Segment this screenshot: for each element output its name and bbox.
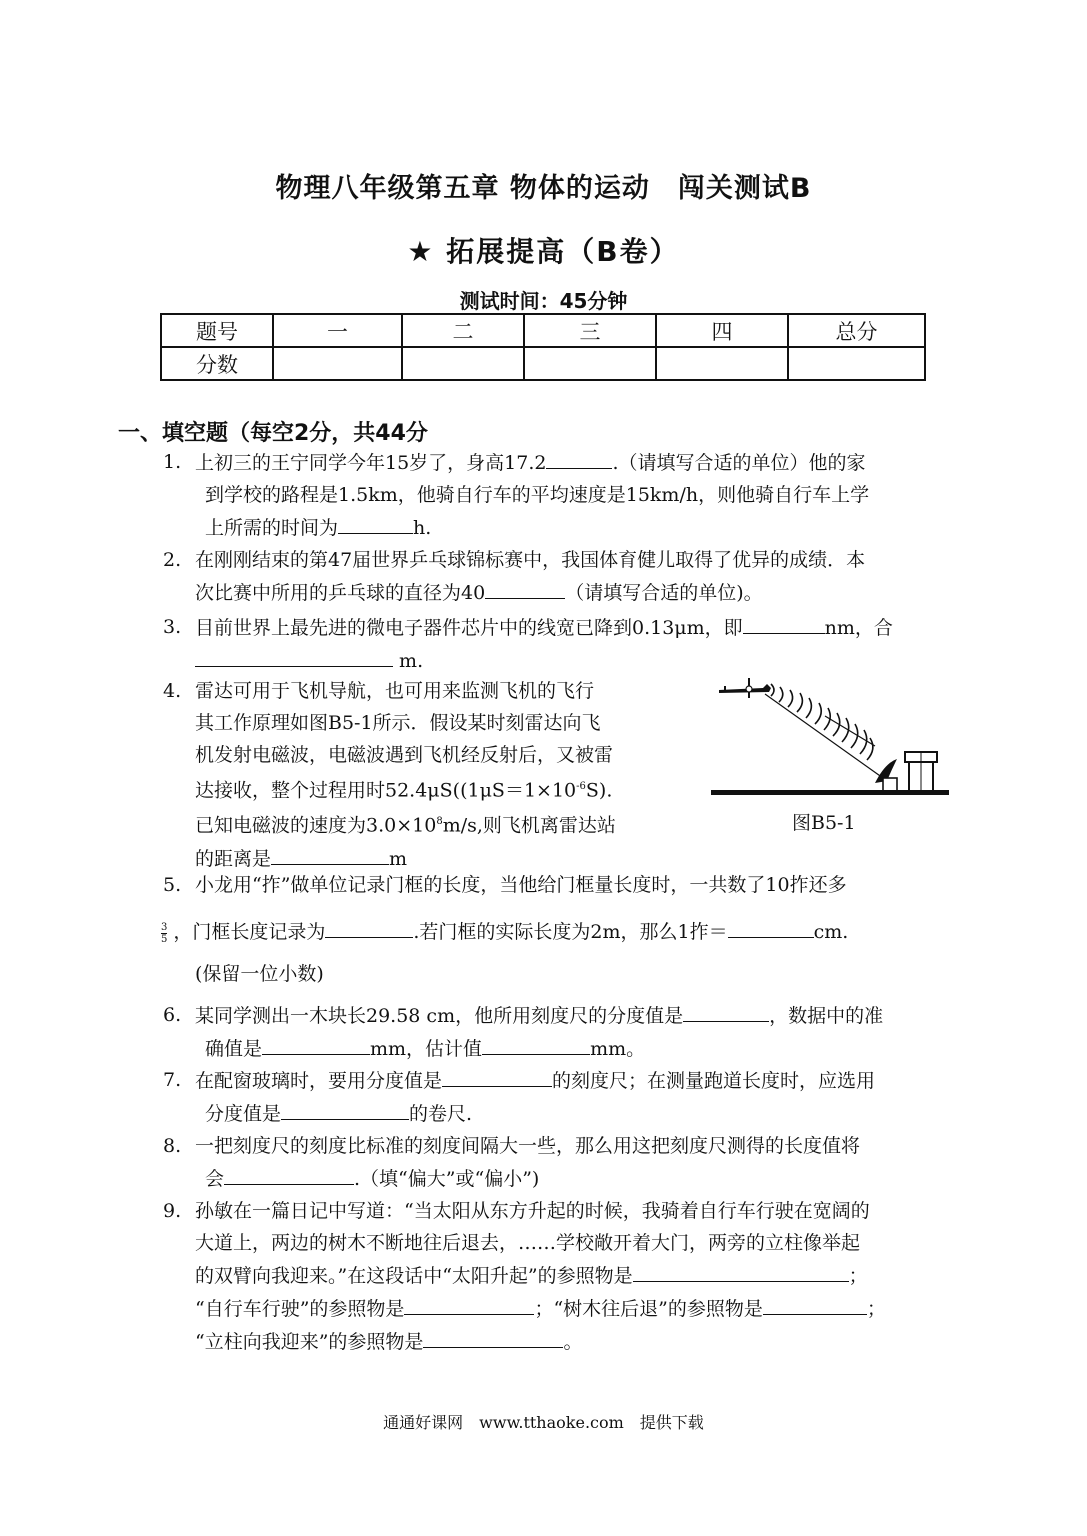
page-title: 物理八年级第五章 物体的运动 闯关测试B xyxy=(275,173,812,204)
question-text: h. xyxy=(413,517,432,539)
score-header-cell: 四 xyxy=(656,314,788,347)
page-footer: 通通好课网 www.tthaoke.com 提供下载 xyxy=(383,1413,704,1432)
radar-dish-icon xyxy=(875,759,897,792)
question-text: 小龙用“拃”做单位记录门框的长度，当他给门框量长度时，一共数了10拃还多 xyxy=(195,874,847,896)
question-8 xyxy=(163,1130,973,1195)
question-number: 2. xyxy=(163,549,182,571)
beam-line xyxy=(765,694,883,778)
question-text: 一把刻度尺的刻度比标准的刻度间隔大一些，那么用这把刻度尺测得的长度值将 xyxy=(195,1135,861,1157)
question-text: 会 xyxy=(205,1168,225,1190)
question-text: ，门框长度记录为 xyxy=(173,921,326,943)
question-text: S). xyxy=(585,779,613,802)
question-text: 确值是 xyxy=(205,1038,263,1060)
question-text: mm。 xyxy=(590,1038,646,1060)
answer-blank[interactable] xyxy=(338,511,413,534)
question-number: 4. xyxy=(163,680,182,702)
score-header-cell: 总分 xyxy=(788,314,925,347)
answer-blank[interactable] xyxy=(482,1032,590,1055)
question-text: ； xyxy=(866,1298,886,1320)
question-text: 已知电磁波的速度为3.0×10 xyxy=(195,814,437,837)
score-cell[interactable] xyxy=(656,347,788,380)
score-cell[interactable] xyxy=(788,347,925,380)
score-row-label: 分数 xyxy=(161,347,273,380)
question-text: 的卷尺. xyxy=(409,1103,473,1125)
question-text: m xyxy=(389,847,408,870)
question-text: 的刻度尺；在测量跑道长度时，应选用 xyxy=(552,1070,876,1092)
score-table xyxy=(160,313,926,381)
radar-station-icon xyxy=(905,752,937,792)
answer-blank[interactable] xyxy=(262,1032,370,1055)
page-subtitle: ★ 拓展提高（B卷） xyxy=(407,235,680,268)
question-text: (保留一位小数) xyxy=(195,963,324,985)
question-5 xyxy=(163,869,973,990)
question-text: m. xyxy=(399,650,424,672)
score-header-cell: 二 xyxy=(402,314,524,347)
question-6 xyxy=(163,999,973,1065)
answer-blank[interactable] xyxy=(325,915,413,938)
score-table-header-row xyxy=(161,314,925,347)
score-cell[interactable] xyxy=(524,347,656,380)
question-text: mm，估计值 xyxy=(370,1038,483,1060)
question-number: 3. xyxy=(163,616,182,638)
question-text: m/s,则飞机离雷达站 xyxy=(442,814,616,837)
score-header-cell: 题号 xyxy=(161,314,273,347)
answer-blank[interactable] xyxy=(683,999,769,1022)
question-text: 到学校的路程是1.5km，他骑自行车的平均速度是15km/h，则他骑自行车上学 xyxy=(205,484,870,506)
question-text: cm. xyxy=(813,921,849,943)
question-text: 在配窗玻璃时，要用分度值是 xyxy=(195,1070,443,1092)
question-number: 9. xyxy=(163,1200,182,1222)
question-text: 雷达可用于飞机导航，也可用来监测飞机的飞行 xyxy=(195,680,595,702)
answer-blank[interactable] xyxy=(728,915,814,938)
question-text: 上所需的时间为 xyxy=(205,517,339,539)
ground-line xyxy=(711,790,949,795)
question-text: 孙敏在一篇日记中写道：“当太阳从东方升起的时候，我骑着自行车行驶在宽阔的 xyxy=(195,1200,870,1222)
question-number: 1. xyxy=(163,451,182,473)
answer-blank[interactable] xyxy=(485,576,565,599)
question-text: 达接收，整个过程用时52.4μS((1μS＝1×10 xyxy=(195,779,577,802)
question-text: 的双臂向我迎来。”在这段话中“太阳升起”的参照物是 xyxy=(195,1265,633,1287)
question-text: 上初三的王宁同学今年15岁了，身高17.2 xyxy=(195,452,547,474)
question-text: 大道上，两边的树木不断地往后退去，……学校敞开着大门，两旁的立柱像举起 xyxy=(195,1232,861,1254)
question-text: ；“树木往后退”的参照物是 xyxy=(534,1298,763,1320)
question-text: （请填写合适的单位)。 xyxy=(565,582,763,604)
answer-blank[interactable] xyxy=(195,644,393,667)
question-text: 在刚刚结束的第47届世界乒乓球锦标赛中，我国体育健儿取得了优异的成绩．本 xyxy=(195,549,866,571)
question-number: 7. xyxy=(163,1069,182,1091)
radar-figure xyxy=(705,668,955,808)
score-header-cell: 三 xyxy=(524,314,656,347)
question-text: 次比赛中所用的乒乓球的直径为40 xyxy=(195,582,486,604)
airplane-icon xyxy=(719,678,771,698)
question-4 xyxy=(163,675,693,875)
test-time: 测试时间：45分钟 xyxy=(459,289,628,313)
score-cell[interactable] xyxy=(402,347,524,380)
question-text: 机发射电磁波，电磁波遇到飞机经反射后，又被雷 xyxy=(195,744,614,766)
question-text: 分度值是 xyxy=(205,1103,282,1125)
answer-blank[interactable] xyxy=(281,1097,409,1120)
answer-blank[interactable] xyxy=(633,1259,849,1282)
question-number: 8. xyxy=(163,1135,182,1157)
question-text: .（填“偏大”或“偏小”) xyxy=(354,1168,540,1190)
question-number: 6. xyxy=(163,1004,182,1026)
question-text: 的距离是 xyxy=(195,847,272,870)
question-9 xyxy=(163,1195,973,1358)
answer-blank[interactable] xyxy=(442,1064,552,1087)
question-text: .（请填写合适的单位）他的家 xyxy=(612,452,866,474)
score-header-cell: 一 xyxy=(273,314,402,347)
question-text: ，数据中的准 xyxy=(769,1005,884,1027)
question-number: 5. xyxy=(163,874,182,896)
section-heading: 一、填空题（每空2分，共44分 xyxy=(118,421,428,446)
question-text: 。 xyxy=(563,1331,583,1353)
question-text: “自行车行驶”的参照物是 xyxy=(195,1298,405,1320)
question-1 xyxy=(163,446,973,544)
fraction-numerator: 3 xyxy=(161,921,168,933)
answer-blank[interactable] xyxy=(271,842,389,865)
question-text: 其工作原理如图B5-1所示．假设某时刻雷达向飞 xyxy=(195,712,601,734)
figure-caption: 图B5-1 xyxy=(792,812,856,834)
question-7 xyxy=(163,1064,973,1130)
question-text: 目前世界上最先进的微电子器件芯片中的线宽已降到0.13μm，即 xyxy=(195,617,743,639)
question-2 xyxy=(163,544,973,609)
score-table-score-row xyxy=(161,347,925,380)
answer-blank[interactable] xyxy=(763,1292,867,1315)
question-text: ； xyxy=(848,1265,868,1287)
answer-blank[interactable] xyxy=(546,446,612,469)
fraction-denominator: 5 xyxy=(161,933,168,945)
question-text: 某同学测出一木块长29.58 cm，他所用刻度尺的分度值是 xyxy=(195,1005,684,1027)
score-cell[interactable] xyxy=(273,347,402,380)
answer-blank[interactable] xyxy=(423,1325,563,1348)
question-text: .若门框的实际长度为2m，那么1拃＝ xyxy=(413,921,728,943)
answer-blank[interactable] xyxy=(224,1162,354,1185)
answer-blank[interactable] xyxy=(404,1292,534,1315)
question-text: “立柱向我迎来”的参照物是 xyxy=(195,1331,424,1353)
answer-blank[interactable] xyxy=(743,611,825,634)
superscript: 8 xyxy=(436,816,443,828)
question-text: nm，合 xyxy=(824,617,893,639)
fraction xyxy=(161,922,167,945)
superscript: -6 xyxy=(576,781,586,792)
wave-arcs xyxy=(771,684,873,760)
